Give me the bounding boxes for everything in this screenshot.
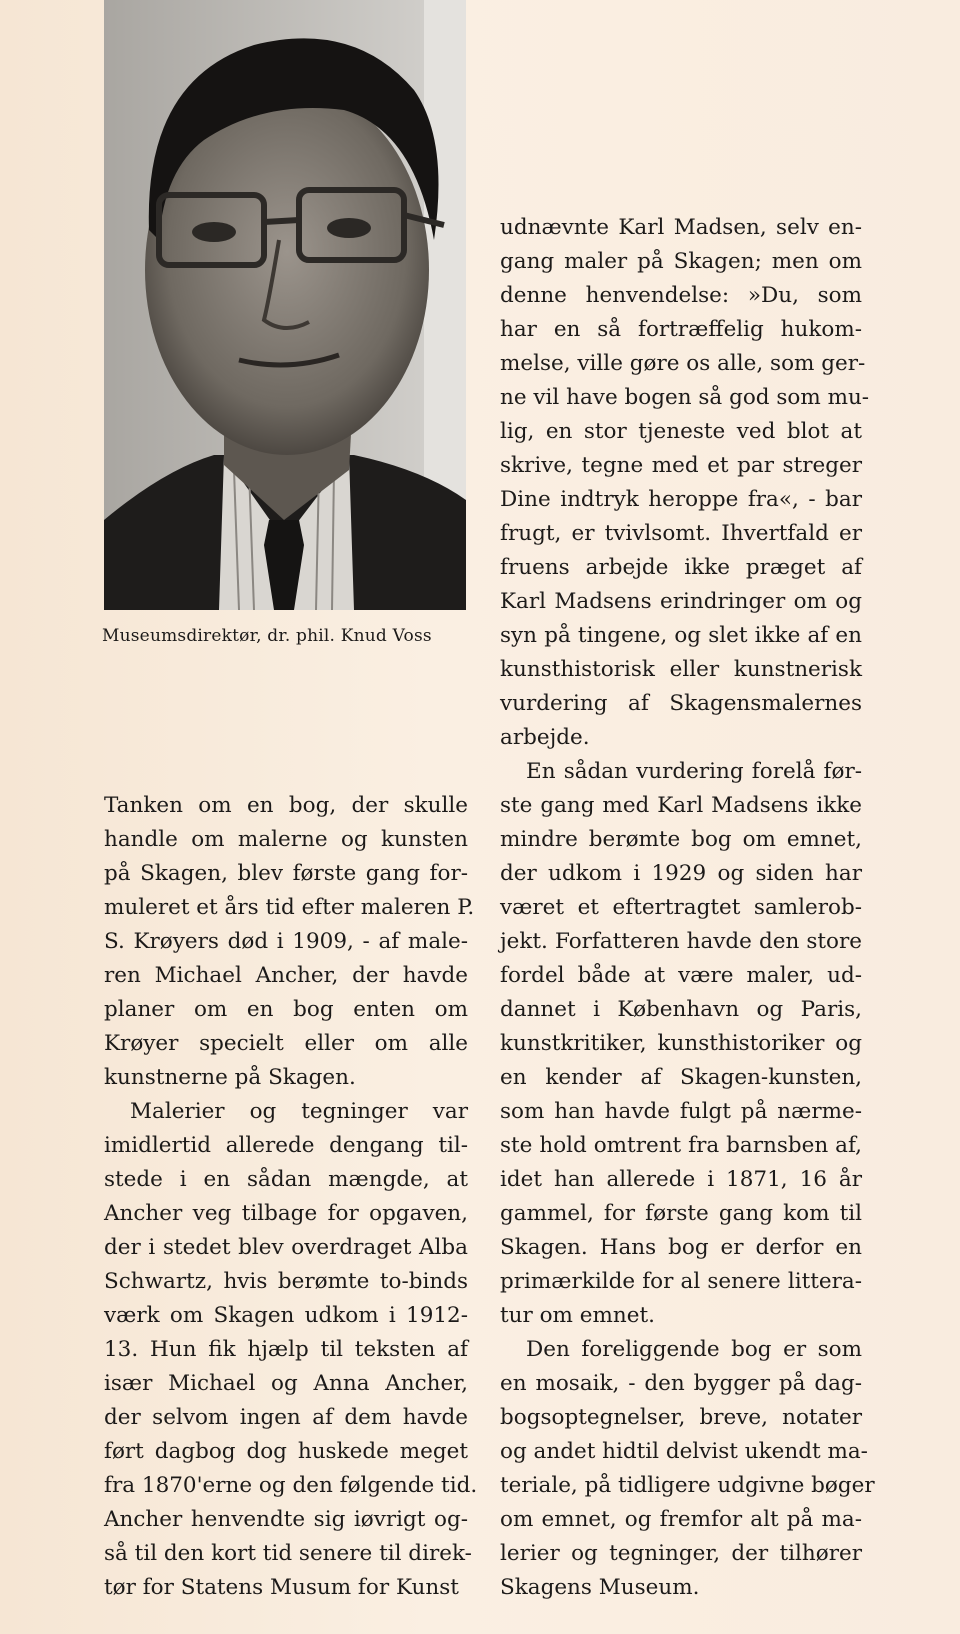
- text-line: lerier og tegninger, der tilhører: [500, 1541, 862, 1566]
- text-line: tør for Statens Musum for Kunst: [104, 1575, 459, 1600]
- paragraph: [104, 789, 475, 1095]
- text-line: gang maler på Skagen; men om: [500, 249, 862, 274]
- photo-caption: Museumsdirektør, dr. phil. Knud Voss: [102, 626, 432, 646]
- text-line: S. Krøyers død i 1909, - af male-: [104, 929, 468, 954]
- text-line: frugt, er tvivlsomt. Ihvertfald er: [500, 521, 862, 546]
- text-line: værk om Skagen udkom i 1912-: [104, 1303, 468, 1328]
- text-line: der i stedet blev overdraget Alba: [104, 1235, 468, 1260]
- text-line: gammel, for første gang kom til: [500, 1201, 862, 1226]
- paragraph: [104, 1095, 478, 1605]
- text-line: kunstnerne på Skagen.: [104, 1065, 356, 1090]
- text-line: især Michael og Anna Ancher,: [104, 1371, 468, 1396]
- text-line: der udkom i 1929 og siden har: [500, 861, 862, 886]
- text-line: planer om en bog enten om: [104, 997, 468, 1022]
- text-line: Ancher henvendte sig iøvrigt og-: [104, 1507, 468, 1532]
- text-line: teriale, på tidligere udgivne bøger: [500, 1473, 875, 1498]
- text-line: Krøyer specielt eller om alle: [104, 1031, 468, 1056]
- text-line: syn på tingene, og slet ikke af en: [500, 623, 862, 648]
- text-line: ste gang med Karl Madsens ikke: [500, 793, 862, 818]
- text-line: tur om emnet.: [500, 1303, 655, 1328]
- text-line: ne vil have bogen så god som mu-: [500, 385, 870, 410]
- text-line: fruens arbejde ikke præget af: [500, 555, 862, 580]
- text-line: arbejde.: [500, 725, 590, 750]
- text-line: udnævnte Karl Madsen, selv en-: [500, 215, 862, 240]
- text-line: Malerier og tegninger var: [130, 1099, 468, 1124]
- left-text-column: [104, 789, 478, 1605]
- text-line: primærkilde for al senere littera-: [500, 1269, 862, 1294]
- text-line: fordel både at være maler, ud-: [500, 963, 862, 988]
- right-text-column: [500, 211, 875, 1605]
- text-line: Dine indtryk heroppe fra«, - bar: [500, 487, 862, 512]
- text-line: bogsoptegnelser, breve, notater: [500, 1405, 862, 1430]
- text-line: om emnet, og fremfor alt på ma-: [500, 1507, 862, 1532]
- text-line: så til den kort tid senere til direk-: [104, 1541, 472, 1566]
- text-line: 13. Hun fik hjælp til teksten af: [104, 1337, 468, 1362]
- text-line: Skagen. Hans bog er derfor en: [500, 1235, 862, 1260]
- paragraph: [500, 1333, 875, 1605]
- text-line: En sådan vurdering forelå før-: [526, 759, 862, 784]
- text-line: ført dagbog dog huskede meget: [104, 1439, 468, 1464]
- text-line: en mosaik, - den bygger på dag-: [500, 1371, 862, 1396]
- text-line: vurdering af Skagensmalernes: [500, 691, 862, 716]
- text-line: Ancher veg tilbage for opgaven,: [104, 1201, 468, 1226]
- text-line: stede i en sådan mængde, at: [104, 1167, 468, 1192]
- text-line: Den foreliggende bog er som: [526, 1337, 862, 1362]
- text-line: lig, en stor tjeneste ved blot at: [500, 419, 862, 444]
- text-line: og andet hidtil delvist ukendt ma-: [500, 1439, 868, 1464]
- portrait-photo: [104, 0, 466, 610]
- text-line: imidlertid allerede dengang til-: [104, 1133, 468, 1158]
- text-line: har en så fortræffelig hukom-: [500, 317, 862, 342]
- text-line: melse, ville gøre os alle, som ger-: [500, 351, 866, 376]
- text-line: Skagens Museum.: [500, 1575, 700, 1600]
- text-line: fra 1870'erne og den følgende tid.: [104, 1473, 478, 1498]
- text-line: Tanken om en bog, der skulle: [104, 793, 468, 818]
- text-line: mindre berømte bog om emnet,: [500, 827, 862, 852]
- text-line: Schwartz, hvis berømte to-binds: [104, 1269, 468, 1294]
- text-line: dannet i København og Paris,: [500, 997, 862, 1022]
- text-line: jekt. Forfatteren havde den store: [500, 929, 862, 954]
- text-line: som han havde fulgt på nærme-: [500, 1099, 862, 1124]
- portrait-photo-icon: [104, 0, 466, 610]
- text-line: kunstkritiker, kunsthistoriker og: [500, 1031, 862, 1056]
- text-line: ren Michael Ancher, der havde: [104, 963, 468, 988]
- text-line: idet han allerede i 1871, 16 år: [500, 1167, 862, 1192]
- text-line: været et eftertragtet samlerob-: [500, 895, 862, 920]
- text-line: skrive, tegne med et par streger: [500, 453, 862, 478]
- text-line: muleret et års tid efter maleren P.: [104, 895, 475, 920]
- paragraph: [500, 755, 862, 1333]
- text-line: ste hold omtrent fra barnsben af,: [500, 1133, 862, 1158]
- text-line: Karl Madsens erindringer om og: [500, 589, 862, 614]
- text-line: kunsthistorisk eller kunstnerisk: [500, 657, 862, 682]
- text-line: på Skagen, blev første gang for-: [104, 861, 468, 886]
- text-line: denne henvendelse: »Du, som: [500, 283, 862, 308]
- text-line: der selvom ingen af dem havde: [104, 1405, 468, 1430]
- text-line: en kender af Skagen-kunsten,: [500, 1065, 862, 1090]
- text-line: handle om malerne og kunsten: [104, 827, 468, 852]
- paragraph: [500, 211, 870, 755]
